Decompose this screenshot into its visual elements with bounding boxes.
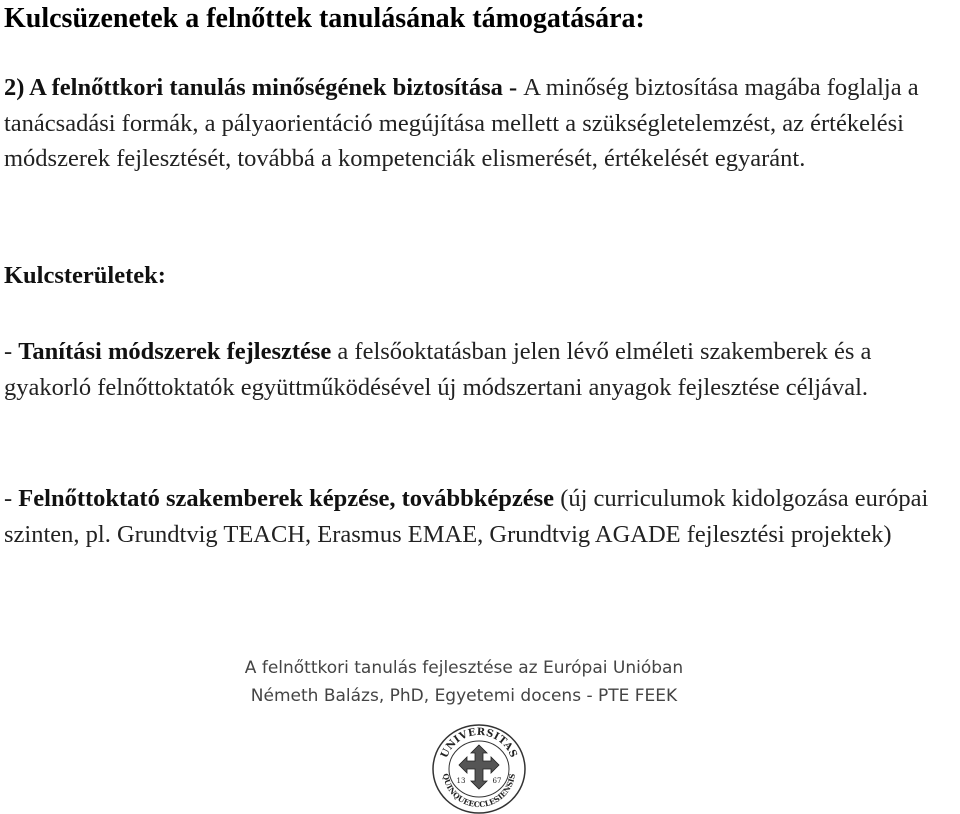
point-2-lead: 2) A felnőttkori tanulás minőségének biztosítása	[4, 74, 503, 101]
key-area-text: a felsőoktatásban jelen lévő elméleti szakemberek és a gyakorló felnőttoktatók együttműködésével új módszertani anyagok fejlesztése céljával.	[4, 338, 872, 401]
key-area-dash: -	[4, 338, 19, 365]
key-area-bold: Tanítási módszerek fejlesztése	[18, 338, 332, 365]
footer-line-1: A felnőttkori tanulás fejlesztése az Európai Unióban	[244, 658, 684, 678]
key-area-item	[4, 481, 954, 552]
key-area-bold: Felnőttoktató szakemberek képzése, továbbképzése	[18, 485, 555, 512]
university-seal-logo	[431, 723, 527, 814]
seal-top-text: UNIVERSITAS	[439, 726, 519, 760]
footer-line-2: Németh Balázs, PhD, Egyetemi docens - PTE FEEK	[250, 686, 678, 706]
key-area-text: (új curriculumok kidolgozása európai szinten, pl. Grundtvig TEACH, Erasmus EMAE, Grundtvig AGADE fejlesztési projektek)	[4, 485, 929, 548]
point-2-separator: -	[502, 74, 524, 101]
seal-bottom-text: QUINQUEECCLESIENSIS	[441, 772, 517, 810]
seal-year-left: 13	[456, 777, 466, 785]
point-2-paragraph	[4, 70, 954, 177]
key-area-item	[4, 334, 954, 405]
slide-title: Kulcsüzenetek a felnőttek tanulásának támogatására:	[4, 3, 645, 34]
key-areas-heading: Kulcsterületek:	[4, 262, 166, 289]
key-area-dash: -	[4, 485, 19, 512]
seal-year-right: 67	[492, 777, 502, 785]
point-2-text: A minőség biztosítása magába foglalja a tanácsadási formák, a pályaorientáció megújítása mellett a szükségletelemzést, az értékelési módszerek fejlesztését, továbbá a kompetenciák elismerését, értékelését egyaránt.	[4, 74, 919, 172]
